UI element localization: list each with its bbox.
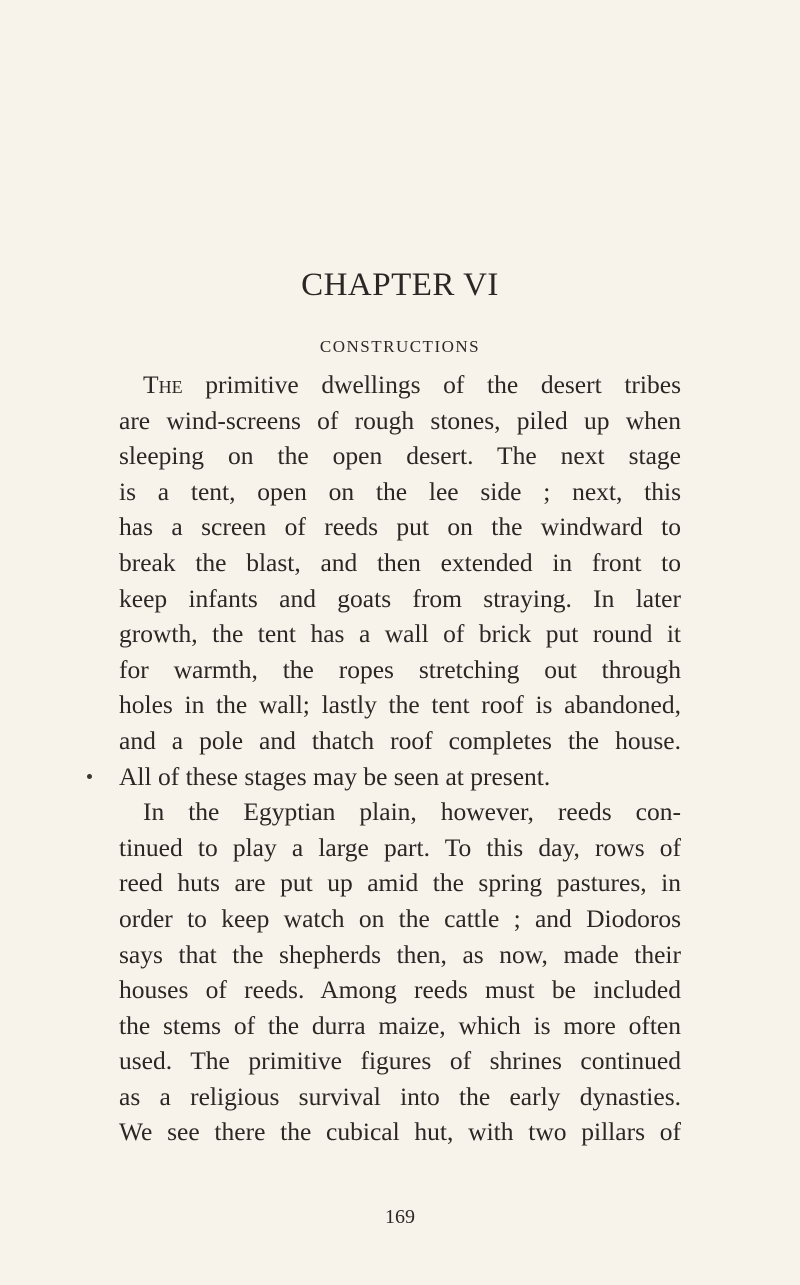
paragraph-line: We see there the cubical hut, with two pillars of [119,1117,681,1147]
paragraph-line: used. The primitive figures of shrines continued [119,1046,681,1076]
paragraph-line: is a tent, open on the lee side ; next, this [119,476,681,506]
chapter-title: CHAPTER VI [301,267,499,303]
paragraph-line: for warmth, the ropes stretching out through [119,654,681,684]
paragraph-line: sleeping on the open desert. The next stage [119,441,681,471]
paragraph-line: has a screen of reeds put on the windward to [119,512,681,542]
paragraph-line: holes in the wall; lastly the tent roof is abandoned, [119,690,681,720]
paragraph-line: keep infants and goats from straying. In later [119,583,681,613]
opening-word: The [143,370,183,399]
paragraph-line: tinued to play a large part. To this day, rows of [119,832,681,862]
paragraph-line: says that the shepherds then, as now, made their [119,939,681,969]
paragraph-line: as a religious survival into the early dynasties. [119,1081,681,1111]
paragraph-line: All of these stages may be seen at present. [119,761,551,791]
body-text [119,367,681,1150]
paragraph-line: break the blast, and then extended in front to [119,547,681,577]
line-text: primitive dwellings of the desert tribes [182,370,681,399]
page-number: 169 [385,1206,415,1228]
paragraph-line: the stems of the durra maize, which is more often [119,1010,681,1040]
paragraph-line: growth, the tent has a wall of brick put round it [119,619,681,649]
paragraph-line: order to keep watch on the cattle ; and Diodoros [119,903,681,933]
paragraph-line: houses of reeds. Among reeds must be included [119,975,681,1005]
paragraph-line: In the Egyptian plain, however, reeds con- [143,797,681,827]
paragraph-line [119,367,681,403]
section-title: CONSTRUCTIONS [319,337,481,356]
paragraph-line: and a pole and thatch roof completes the house. [119,725,681,755]
ink-speck [87,774,92,779]
paragraph-line: reed huts are put up amid the spring pastures, in [119,868,681,898]
paragraph-line: are wind-screens of rough stones, piled up when [119,405,681,435]
